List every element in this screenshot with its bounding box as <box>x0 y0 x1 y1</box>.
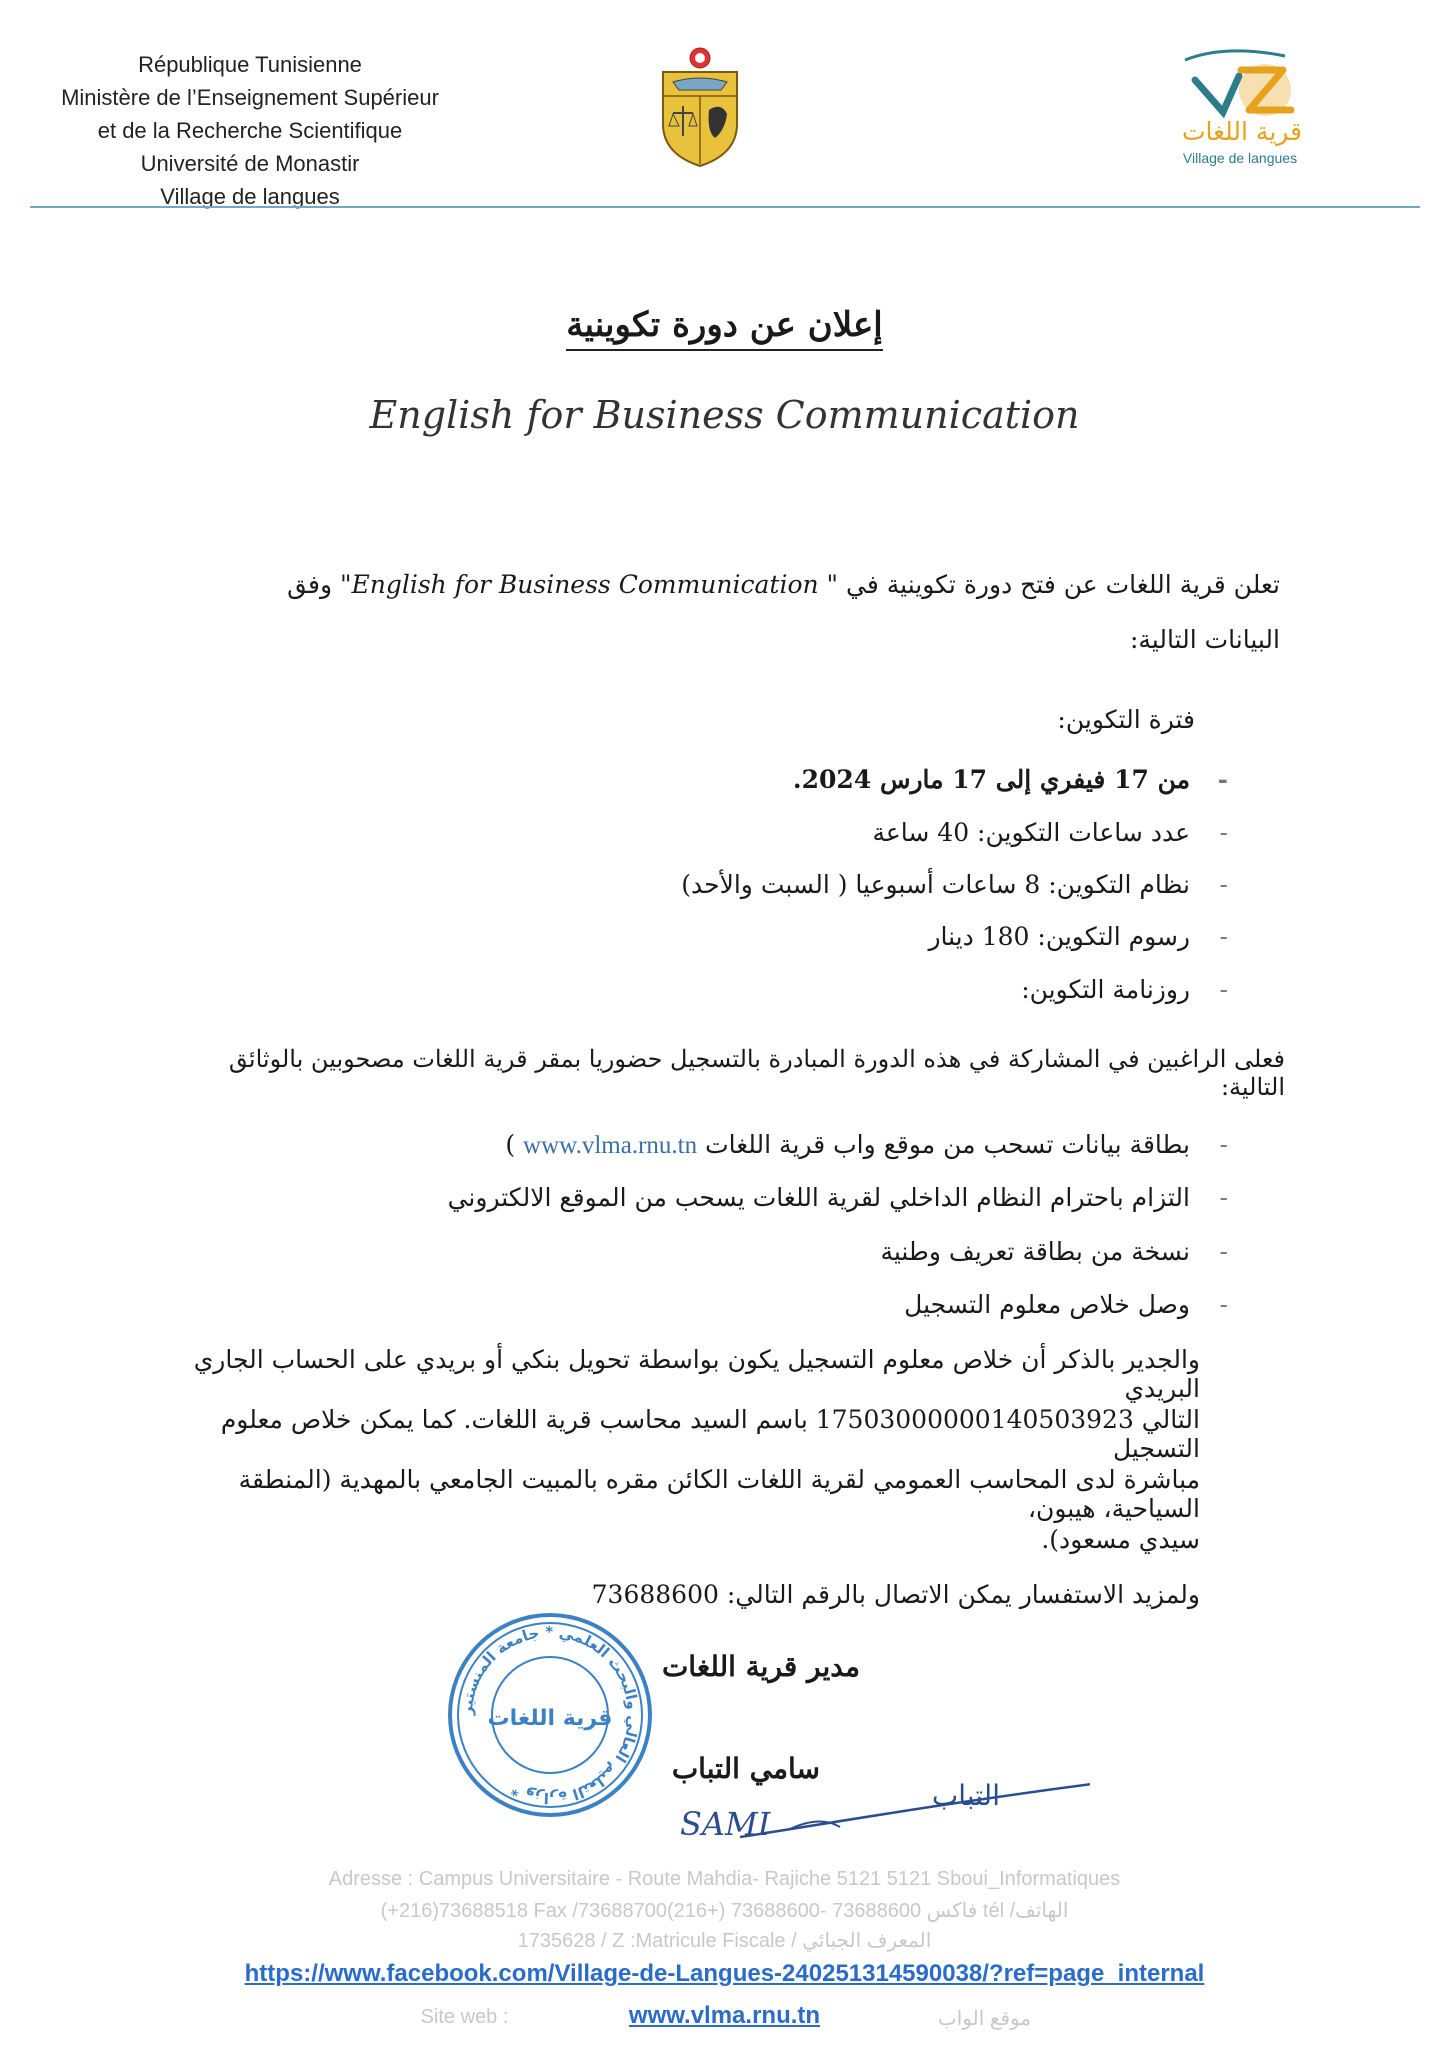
handwritten-signature <box>670 1745 1090 1855</box>
facebook-link[interactable]: https://www.facebook.com/Village-de-Langues-240251314590038/?ref=page_internal <box>244 1960 1205 1987</box>
detail-dates: - من 17 فيفري إلى 17 مارس 2024. <box>792 765 1228 794</box>
footer-fiscal: 1735628 / Z :Matricule Fiscale / المعرف الجبائي <box>517 1930 932 1952</box>
footer-site-label-ar: موقع الواب <box>937 2008 1032 2030</box>
svg-text:قرية اللغات: قرية اللغات <box>487 1706 613 1731</box>
document-internal-rules: - التزام باحترام النظام الداخلي لقرية اللغات يسحب من الموقع الالكتروني <box>447 1183 1228 1212</box>
institution-header <box>30 48 470 213</box>
svg-text:التباب: التباب <box>931 1779 1000 1812</box>
tunisia-coat-of-arms-icon <box>655 46 745 170</box>
detail-calendar: - روزنامة التكوين: <box>1021 975 1228 1004</box>
detail-fees: - رسوم التكوين: 180 دينار <box>928 922 1228 951</box>
official-stamp <box>445 1610 655 1820</box>
intro-after: وفق <box>287 570 333 599</box>
logo-french-name: Village de langues <box>1182 150 1298 166</box>
vlma-site-link[interactable]: www.vlma.rnu.tn <box>523 1132 698 1159</box>
intro-line-2: البيانات التالية: <box>1129 625 1280 654</box>
payment-line-2: التالي 17503000000140503923 باسم السيد محاسب قرية اللغات. كما يمكن خلاص معلوم التسجيل <box>220 1405 1200 1463</box>
contact-line: ولمزيد الاستفسار يمكن الاتصال بالرقم التالي: 73688600 <box>591 1580 1200 1609</box>
announcement-title: إعلان عن دورة تكوينية <box>0 305 1449 345</box>
website-link[interactable]: www.vlma.rnu.tn <box>628 2002 821 2029</box>
detail-hours: - عدد ساعات التكوين: 40 ساعة <box>872 818 1228 847</box>
document-id-card: - نسخة من بطاقة تعريف وطنية <box>880 1237 1228 1266</box>
footer-address: Adresse : Campus Universitaire - Route Mahdia- Rajiche 5121 5121 Sboui_Informatiques <box>328 1868 1121 1890</box>
intro-paragraph <box>180 570 1280 599</box>
header-line-university: Université de Monastir <box>140 151 360 176</box>
director-name: سامي التباب <box>671 1752 820 1785</box>
logo-arabic-name: قرية اللغات <box>1181 117 1303 146</box>
document-payment-receipt: - وصل خلاص معلوم التسجيل <box>904 1290 1228 1319</box>
footer-site-label: Site web : <box>420 2006 509 2028</box>
header-line-research: et de la Recherche Scientifique <box>97 118 403 143</box>
registration-intro: فعلى الراغبين في المشاركة في هذه الدورة المبادرة بالتسجيل حضوريا بمقر قرية اللغات مصحوبين بالوثائق التالية: <box>228 1045 1285 1101</box>
detail-schedule: - نظام التكوين: 8 ساعات أسبوعيا ( السبت والأحد) <box>681 870 1228 899</box>
header-line-village: Village de langues <box>160 184 340 209</box>
director-title: مدير قرية اللغات <box>661 1650 860 1683</box>
payment-line-1: والجدير بالذكر أن خلاص معلوم التسجيل يكون بواسطة تحويل بنكي أو بريدي على الحساب الجاري البريدي <box>193 1345 1200 1403</box>
svg-text:وزارة التعليم العالي والبحث ال: وزارة التعليم العالي والبحث العلمي * جامعة المنستير * <box>457 1622 643 1808</box>
period-label: فترة التكوين: <box>1057 705 1195 734</box>
payment-line-4: سيدي مسعود). <box>1041 1525 1200 1554</box>
svg-text:SAMI: SAMI <box>680 1805 771 1843</box>
header-line-ministry: Ministère de l’Enseignement Supérieur <box>61 85 439 110</box>
header-divider <box>30 206 1420 208</box>
document-data-sheet: - بطاقة بيانات تسحب من موقع واب قرية اللغات www.vlma.rnu.tn ) <box>505 1130 1228 1159</box>
payment-line-3: مباشرة لدى المحاسب العمومي لقرية اللغات الكائن مقره بالمبيت الجامعي بالمهدية (المنطقة السياحية، هيبون، <box>238 1465 1200 1523</box>
intro-before: تعلن قرية اللغات عن فتح دورة تكوينية في <box>846 570 1280 599</box>
course-title: English for Business Communication <box>369 393 1080 437</box>
intro-course-name: " English for Business Communication" <box>339 570 839 599</box>
footer-phones: (+216)73688518 Fax /فاكس 73688600 -73688600 (+216)73688700 tél /الهاتف <box>380 1900 1069 1922</box>
header-line-republic: République Tunisienne <box>138 52 362 77</box>
